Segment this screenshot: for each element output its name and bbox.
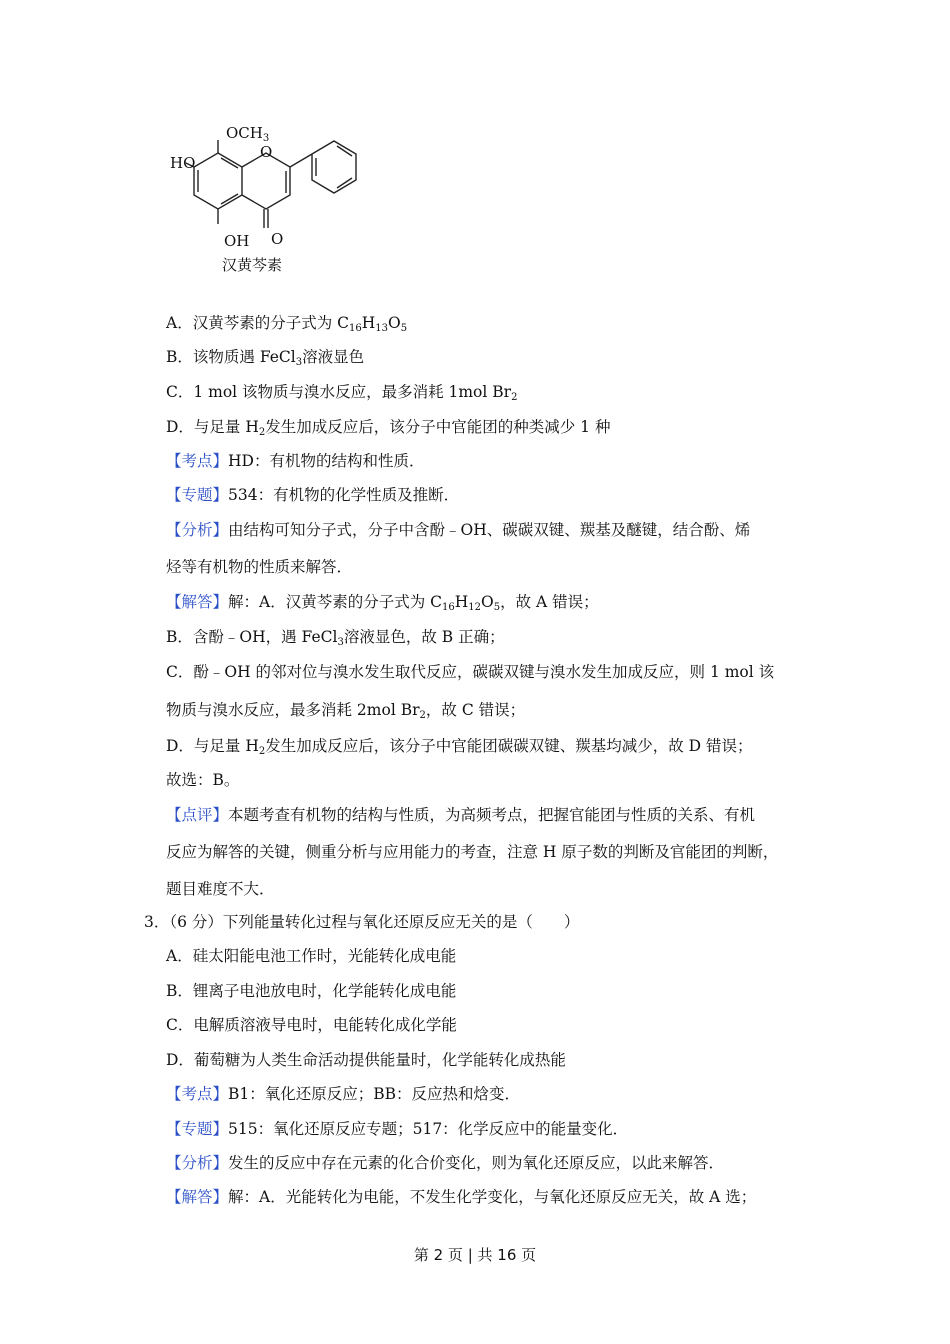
q3-fenxi: 【分析】发生的反应中存在元素的化合价变化，则为氧化还原反应，以此来解答．: [166, 1154, 725, 1172]
q3-option-c: C．电解质溶液导电时，电能转化成化学能: [166, 1016, 457, 1034]
q3-option-a: A．硅太阳能电池工作时，光能转化成电能: [166, 947, 457, 965]
q2-jieda-line-1: 【解答】解：A．汉黄芩素的分子式为 $C_{16}H_{12}O_5$，故 A 错误；: [166, 593, 599, 613]
fenxi-tag: 【分析】: [166, 521, 229, 539]
q3-stem: 3．（6 分）下列能量转化过程与氧化还原反应无关的是（ ）: [144, 913, 580, 931]
q2-fenxi: 【分析】由结构可知分子式，分子中含酚﹣OH、碳碳双键、羰基及醚键，结合酚、烯: [166, 521, 751, 539]
zhuanti-tag: 【专题】: [166, 1120, 229, 1138]
q3-jieda: 【解答】解：A．光能转化为电能，不发生化学变化，与氧化还原反应无关，故 A 选；: [166, 1188, 757, 1206]
och3-label: $OCH_3$: [226, 124, 270, 144]
q2-jieda-line-5: D．与足量 $H_2$发生加成反应后，该分子中官能团碳碳双键、羰基均减少，故 D 错误；: [166, 737, 753, 757]
q3-option-b: B．锂离子电池放电时，化学能转化成电能: [166, 982, 457, 1000]
jieda-tag: 【解答】: [166, 1188, 229, 1206]
fenxi-tag: 【分析】: [166, 1154, 229, 1172]
q2-fenxi-cont: 烃等有机物的性质来解答．: [166, 558, 353, 576]
q2-dianping: 【点评】本题考查有机物的结构与性质，为高频考点，把握官能团与性质的关系、有机: [166, 806, 756, 824]
q2-zhuanti: 【专题】534：有机物的化学性质及推断．: [166, 486, 460, 504]
kaodian-tag: 【考点】: [166, 452, 229, 470]
jieda-tag: 【解答】: [166, 593, 229, 611]
q2-option-a: A．汉黄芩素的分子式为 $C_{16}H_{13}O_5$: [166, 314, 408, 334]
q2-jieda-line-3: C．酚﹣OH 的邻对位与溴水发生取代反应，碳碳双键与溴水发生加成反应，则 1 mol 该: [166, 663, 775, 681]
figure-caption: 汉黄芩素: [222, 256, 283, 274]
q2-jieda-line-6: 故选：B。: [166, 771, 240, 789]
q3-option-d: D．葡萄糖为人类生命活动提供能量时，化学能转化成热能: [166, 1051, 566, 1069]
dianping-tag: 【点评】: [166, 806, 229, 824]
carbonyl-oxygen-label: O: [271, 230, 284, 248]
q2-option-c: C．1 mol 该物质与溴水反应，最多消耗 1mol $Br_2$: [166, 383, 518, 403]
ring-oxygen-label: O: [260, 143, 273, 161]
oh-label: OH: [224, 232, 250, 250]
q3-zhuanti: 【专题】515：氧化还原反应专题；517：化学反应中的能量变化．: [166, 1120, 629, 1138]
ho-label: HO: [170, 154, 196, 172]
page-footer: 第 2 页 | 共 16 页: [413, 1246, 537, 1264]
q2-jieda-line-4: 物质与溴水反应，最多消耗 2mol $Br_2$，故 C 错误；: [166, 701, 526, 721]
q2-option-b: B．该物质遇 FeCl$_3$溶液显色: [166, 348, 365, 368]
q2-jieda-line-2: B．含酚﹣OH，遇 FeCl$_3$溶液显色，故 B 正确；: [166, 628, 505, 648]
q2-dianping-cont-2: 题目难度不大．: [166, 880, 275, 898]
q2-option-d: D．与足量 $H_2$发生加成反应后，该分子中官能团的种类减少 1 种: [166, 418, 611, 438]
zhuanti-tag: 【专题】: [166, 486, 229, 504]
q2-kaodian: 【考点】HD：有机物的结构和性质．: [166, 452, 425, 470]
q2-dianping-cont-1: 反应为解答的关键，侧重分析与应用能力的考查，注意 H 原子数的判断及官能团的判断，: [166, 843, 779, 861]
kaodian-tag: 【考点】: [166, 1085, 229, 1103]
q3-kaodian: 【考点】B1：氧化还原反应；BB：反应热和焓变．: [166, 1085, 521, 1103]
